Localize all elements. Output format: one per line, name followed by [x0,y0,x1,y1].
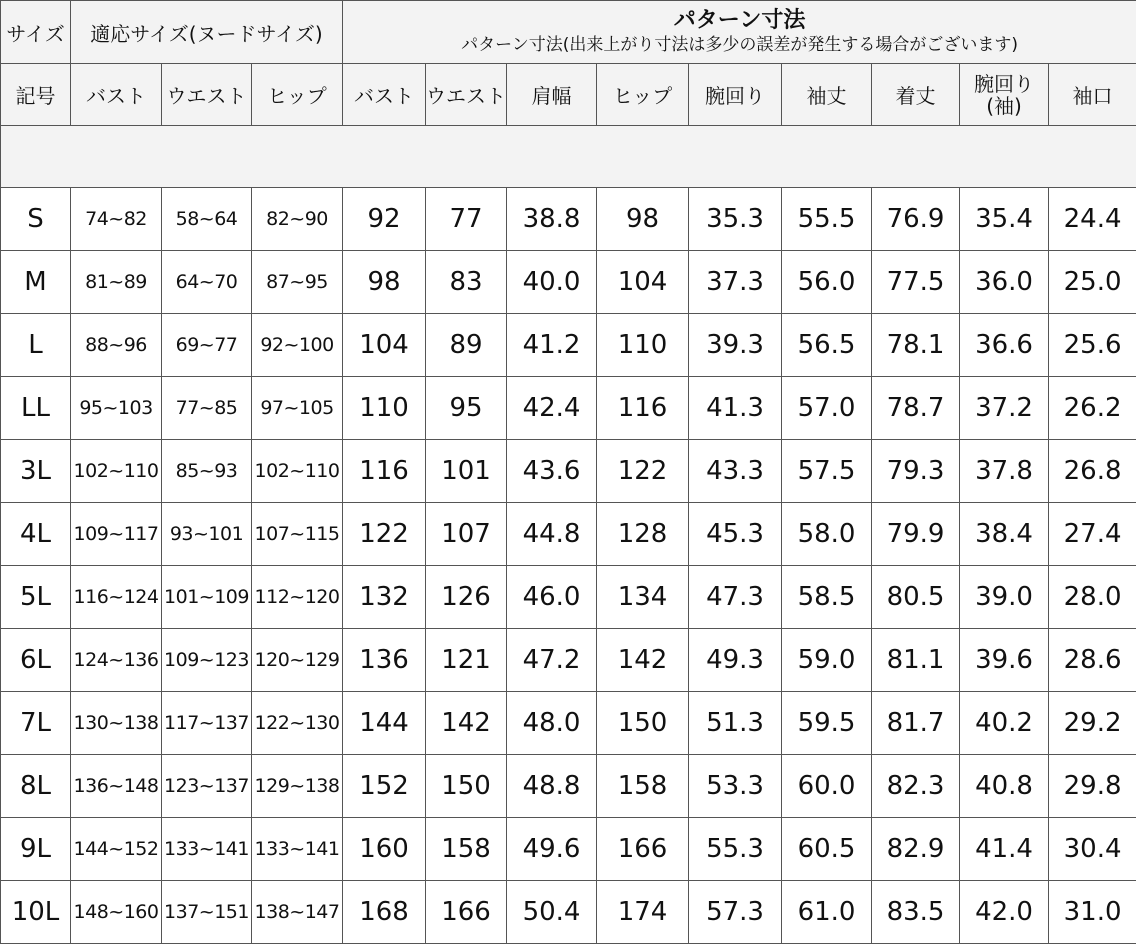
cell-length: 81.1 [872,629,960,692]
cell-symbol: L [1,314,71,377]
cell-shoulder: 40.0 [507,251,597,314]
cell-bust: 144 [343,692,426,755]
cell-cuff: 27.4 [1049,503,1136,566]
cell-fit-hip: 129~138 [252,755,343,818]
cell-fit-hip: 102~110 [252,440,343,503]
cell-hip: 134 [597,566,689,629]
cell-shoulder: 43.6 [507,440,597,503]
cell-length: 83.5 [872,881,960,944]
cell-length: 82.3 [872,755,960,818]
header-row-columns [1,64,1136,126]
cell-fit-waist: 85~93 [162,440,252,503]
cell-length: 78.7 [872,377,960,440]
cell-symbol: 4L [1,503,71,566]
cell-hip: 98 [597,188,689,251]
cell-arm-circ: 45.3 [689,503,782,566]
cell-shoulder: 50.4 [507,881,597,944]
cell-waist: 158 [426,818,507,881]
cell-bust: 98 [343,251,426,314]
cell-sleeve-length: 56.0 [782,251,872,314]
col-shoulder: 肩幅 [507,64,597,126]
cell-fit-bust: 144~152 [71,818,162,881]
table-row [1,755,1136,818]
cell-fit-waist: 117~137 [162,692,252,755]
cell-fit-waist: 133~141 [162,818,252,881]
cell-arm-circ: 43.3 [689,440,782,503]
pattern-note: パターン寸法(出来上がり寸法は多少の誤差が発生する場合がございます) [343,34,1136,56]
cell-fit-hip: 92~100 [252,314,343,377]
cell-fit-waist: 64~70 [162,251,252,314]
cell-hip: 150 [597,692,689,755]
cell-fit-waist: 69~77 [162,314,252,377]
cell-shoulder: 48.0 [507,692,597,755]
cell-length: 80.5 [872,566,960,629]
cell-fit-bust: 136~148 [71,755,162,818]
table-body [1,188,1136,944]
size-label: サイズ [1,1,71,64]
header-row-groups [1,1,1136,64]
cell-cuff: 24.4 [1049,188,1136,251]
cell-arm-circ-sleeve: 39.6 [960,629,1049,692]
cell-fit-bust: 95~103 [71,377,162,440]
cell-fit-waist: 58~64 [162,188,252,251]
cell-bust: 92 [343,188,426,251]
cell-symbol: 5L [1,566,71,629]
cell-length: 81.7 [872,692,960,755]
cell-sleeve-length: 60.0 [782,755,872,818]
cell-shoulder: 44.8 [507,503,597,566]
cell-cuff: 31.0 [1049,881,1136,944]
spacer-cell [1,126,1136,188]
cell-hip: 122 [597,440,689,503]
cell-hip: 174 [597,881,689,944]
cell-cuff: 25.6 [1049,314,1136,377]
cell-hip: 142 [597,629,689,692]
table-row [1,818,1136,881]
col-waist: ウエスト [426,64,507,126]
cell-fit-bust: 130~138 [71,692,162,755]
cell-cuff: 29.8 [1049,755,1136,818]
cell-arm-circ-sleeve: 35.4 [960,188,1049,251]
cell-fit-bust: 102~110 [71,440,162,503]
cell-symbol: M [1,251,71,314]
cell-sleeve-length: 57.0 [782,377,872,440]
cell-length: 79.9 [872,503,960,566]
cell-arm-circ: 57.3 [689,881,782,944]
cell-fit-waist: 137~151 [162,881,252,944]
cell-arm-circ-sleeve: 38.4 [960,503,1049,566]
cell-sleeve-length: 56.5 [782,314,872,377]
cell-shoulder: 38.8 [507,188,597,251]
fit-size-label: 適応サイズ(ヌードサイズ) [71,1,343,64]
cell-shoulder: 46.0 [507,566,597,629]
table-row [1,188,1136,251]
cell-sleeve-length: 58.5 [782,566,872,629]
cell-fit-bust: 74~82 [71,188,162,251]
cell-symbol: 8L [1,755,71,818]
cell-waist: 107 [426,503,507,566]
cell-fit-hip: 112~120 [252,566,343,629]
cell-cuff: 26.2 [1049,377,1136,440]
cell-cuff: 25.0 [1049,251,1136,314]
col-arm-circ-sleeve [960,64,1049,126]
cell-bust: 122 [343,503,426,566]
cell-bust: 168 [343,881,426,944]
table-row [1,566,1136,629]
cell-length: 77.5 [872,251,960,314]
cell-cuff: 29.2 [1049,692,1136,755]
col-arm-circ-sleeve-line2: (袖) [960,95,1048,117]
cell-fit-waist: 101~109 [162,566,252,629]
pattern-header [343,1,1136,64]
cell-waist: 142 [426,692,507,755]
cell-sleeve-length: 55.5 [782,188,872,251]
cell-fit-waist: 77~85 [162,377,252,440]
cell-fit-waist: 123~137 [162,755,252,818]
cell-hip: 166 [597,818,689,881]
col-sleeve-length: 袖丈 [782,64,872,126]
cell-hip: 128 [597,503,689,566]
cell-bust: 136 [343,629,426,692]
header-spacer-row [1,126,1136,188]
table-row [1,629,1136,692]
cell-arm-circ: 49.3 [689,629,782,692]
cell-sleeve-length: 57.5 [782,440,872,503]
col-fit-bust: バスト [71,64,162,126]
cell-symbol: 7L [1,692,71,755]
cell-cuff: 28.6 [1049,629,1136,692]
col-symbol: 記号 [1,64,71,126]
cell-arm-circ-sleeve: 36.0 [960,251,1049,314]
cell-fit-bust: 81~89 [71,251,162,314]
col-length: 着丈 [872,64,960,126]
cell-fit-bust: 148~160 [71,881,162,944]
cell-bust: 110 [343,377,426,440]
cell-sleeve-length: 59.5 [782,692,872,755]
col-arm-circ: 腕回り [689,64,782,126]
col-bust: バスト [343,64,426,126]
cell-symbol: LL [1,377,71,440]
table-row [1,251,1136,314]
cell-shoulder: 41.2 [507,314,597,377]
cell-hip: 110 [597,314,689,377]
cell-length: 76.9 [872,188,960,251]
cell-fit-bust: 88~96 [71,314,162,377]
cell-arm-circ-sleeve: 42.0 [960,881,1049,944]
cell-arm-circ: 55.3 [689,818,782,881]
cell-waist: 83 [426,251,507,314]
cell-fit-hip: 87~95 [252,251,343,314]
cell-waist: 166 [426,881,507,944]
cell-length: 82.9 [872,818,960,881]
table-row [1,881,1136,944]
cell-waist: 95 [426,377,507,440]
cell-waist: 89 [426,314,507,377]
cell-hip: 104 [597,251,689,314]
cell-length: 78.1 [872,314,960,377]
cell-fit-hip: 82~90 [252,188,343,251]
cell-sleeve-length: 59.0 [782,629,872,692]
cell-fit-hip: 120~129 [252,629,343,692]
col-fit-waist: ウエスト [162,64,252,126]
cell-shoulder: 42.4 [507,377,597,440]
cell-fit-bust: 109~117 [71,503,162,566]
cell-fit-hip: 97~105 [252,377,343,440]
cell-shoulder: 49.6 [507,818,597,881]
cell-arm-circ-sleeve: 37.2 [960,377,1049,440]
cell-fit-waist: 93~101 [162,503,252,566]
cell-bust: 152 [343,755,426,818]
cell-arm-circ: 39.3 [689,314,782,377]
cell-symbol: 6L [1,629,71,692]
cell-shoulder: 47.2 [507,629,597,692]
cell-length: 79.3 [872,440,960,503]
cell-arm-circ: 35.3 [689,188,782,251]
cell-bust: 104 [343,314,426,377]
cell-fit-hip: 107~115 [252,503,343,566]
cell-fit-bust: 116~124 [71,566,162,629]
cell-arm-circ-sleeve: 40.2 [960,692,1049,755]
cell-waist: 150 [426,755,507,818]
cell-fit-bust: 124~136 [71,629,162,692]
col-fit-hip: ヒップ [252,64,343,126]
cell-symbol: 10L [1,881,71,944]
cell-sleeve-length: 60.5 [782,818,872,881]
cell-bust: 160 [343,818,426,881]
cell-arm-circ: 53.3 [689,755,782,818]
cell-waist: 77 [426,188,507,251]
cell-cuff: 30.4 [1049,818,1136,881]
cell-arm-circ: 41.3 [689,377,782,440]
col-cuff: 袖口 [1049,64,1136,126]
table-row [1,692,1136,755]
cell-arm-circ-sleeve: 40.8 [960,755,1049,818]
table-row [1,503,1136,566]
col-hip: ヒップ [597,64,689,126]
cell-shoulder: 48.8 [507,755,597,818]
cell-arm-circ: 37.3 [689,251,782,314]
cell-fit-waist: 109~123 [162,629,252,692]
cell-waist: 121 [426,629,507,692]
cell-bust: 132 [343,566,426,629]
col-arm-circ-sleeve-line1: 腕回り [960,73,1048,95]
cell-sleeve-length: 61.0 [782,881,872,944]
table-row [1,440,1136,503]
cell-cuff: 26.8 [1049,440,1136,503]
cell-arm-circ: 47.3 [689,566,782,629]
table-row [1,314,1136,377]
cell-symbol: 9L [1,818,71,881]
cell-arm-circ-sleeve: 39.0 [960,566,1049,629]
cell-sleeve-length: 58.0 [782,503,872,566]
cell-cuff: 28.0 [1049,566,1136,629]
cell-arm-circ-sleeve: 36.6 [960,314,1049,377]
cell-hip: 116 [597,377,689,440]
cell-fit-hip: 138~147 [252,881,343,944]
cell-arm-circ-sleeve: 41.4 [960,818,1049,881]
cell-waist: 101 [426,440,507,503]
cell-hip: 158 [597,755,689,818]
cell-waist: 126 [426,566,507,629]
cell-symbol: 3L [1,440,71,503]
cell-bust: 116 [343,440,426,503]
cell-fit-hip: 122~130 [252,692,343,755]
table-row [1,377,1136,440]
cell-arm-circ-sleeve: 37.8 [960,440,1049,503]
cell-arm-circ: 51.3 [689,692,782,755]
cell-fit-hip: 133~141 [252,818,343,881]
cell-symbol: S [1,188,71,251]
pattern-title: パターン寸法 [343,8,1136,34]
